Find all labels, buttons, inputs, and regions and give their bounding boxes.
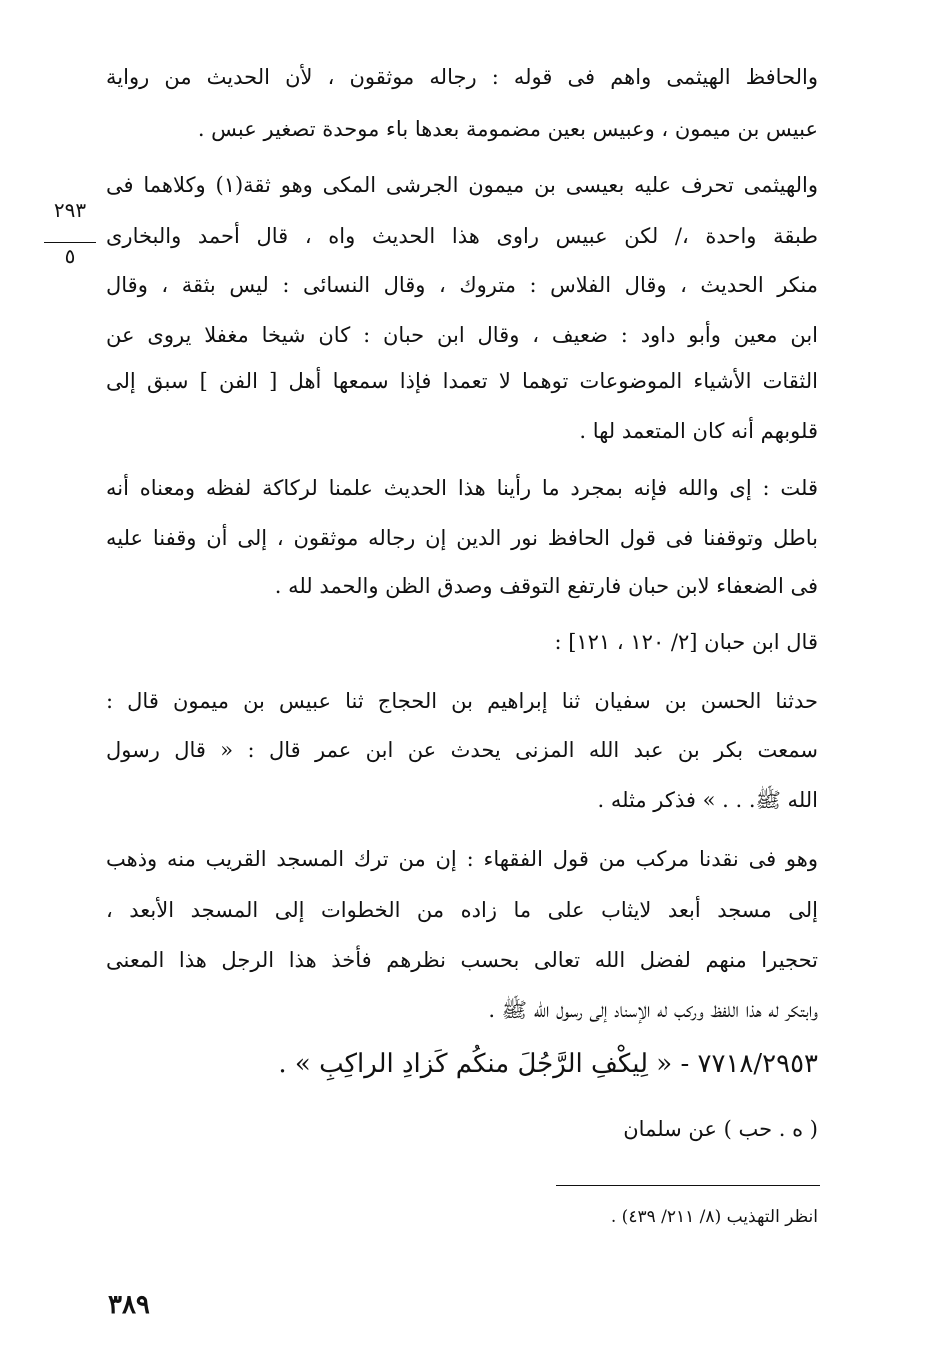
body-text-line: قلوبهم أنه كان المتعمد لها . [579,419,818,443]
hadith-text: ٧٧١٨/٢٩٥٣ - « لِيكْفِ الرَّجُلَ منكُم كَزادِ الراكِبِ » . [278,1049,818,1079]
body-text-line: وهو فى نقدنا مركب من قول الفقهاء : إن من ترك المسجد القريب منه وذهب [106,847,818,871]
body-text-line: باطل وتوقفنا فى قول الحافظ نور الدين إن رجاله موثقون ، إلى أن وقفنا عليه [106,526,818,550]
hadith-source: ( ه . حب ) عن سلمان [623,1117,818,1141]
body-text-line: إلى مسجد أبعد لايثاب على ما زاده من الخطوات إلى المسجد الأبعد ، [106,898,818,922]
body-text-line: منكر الحديث ، وقال الفلاس : متروك ، وقال النسائى : ليس بثقة ، وقال [106,273,818,297]
body-text-line: قلت : إى والله فإنه بمجرد ما رأينا هذا الحديث علمنا لركاكة لفظه ومعناه أنه [106,476,818,500]
body-text-line: طبقة واحدة ،/ لكن عبيس راوى هذا الحديث واه ، قال أحمد والبخارى [106,224,818,248]
footnote-divider [556,1185,820,1186]
body-text-line: تحجيرا منهم لفضل الله تعالى بحسب نظرهم فأخذ هذا الرجل هذا المعنى [106,948,818,972]
body-text-line: الثقات الأشياء الموضوعات توهما لا تعمدا فإذا سمعها أهل [ الفن ] سبق إلى [106,369,818,393]
margin-divider [44,242,96,243]
margin-page-ref-top: ٢٩٣ [53,198,87,222]
footnote: انظر التهذيب (٨/ ٢١١/ ٤٣٩) . [610,1207,818,1227]
body-text-line: ابن معين وأبو داود : ضعيف ، وقال ابن حبان : كان شيخا مغفلا يروى عن [106,323,818,347]
body-text-line: حدثنا الحسن بن سفيان ثنا إبراهيم بن الحجاج ثنا عبيس بن ميمون قال : [106,689,818,713]
body-text-line: الله ﷺ. . . » فذكر مثله . [597,788,818,812]
body-text-line: فى الضعفاء لابن حبان فارتفع التوقف وصدق الظن والحمد لله . [274,574,818,598]
body-text-line: سمعت بكر بن عبد الله المزنى يحدث عن ابن عمر قال : « قال رسول [106,738,818,762]
page-number: ٣٨٩ [108,1290,150,1320]
margin-page-ref-bottom: ٥ [64,244,76,268]
body-text-line: والحافظ الهيثمى واهم فى قوله : رجاله موثقون ، لأن الحديث من رواية [106,65,818,89]
body-text-line: والهيثمى تحرف عليه بعيسى بن ميمون الجرشى المكى وهو ثقة(١) وكلاهما فى [106,173,818,197]
body-text-line: وابتكر له هذا اللفظ وركب له الإسناد إلى رسول الله ﷺ . [488,998,818,1022]
body-text-line: عبيس بن ميمون ، وعبيس بعين مضمومة بعدها باء موحدة تصغير عبس . [197,117,818,141]
body-text-line: قال ابن حبان [٢/ ١٢٠ ، ١٢١] : [554,630,818,654]
